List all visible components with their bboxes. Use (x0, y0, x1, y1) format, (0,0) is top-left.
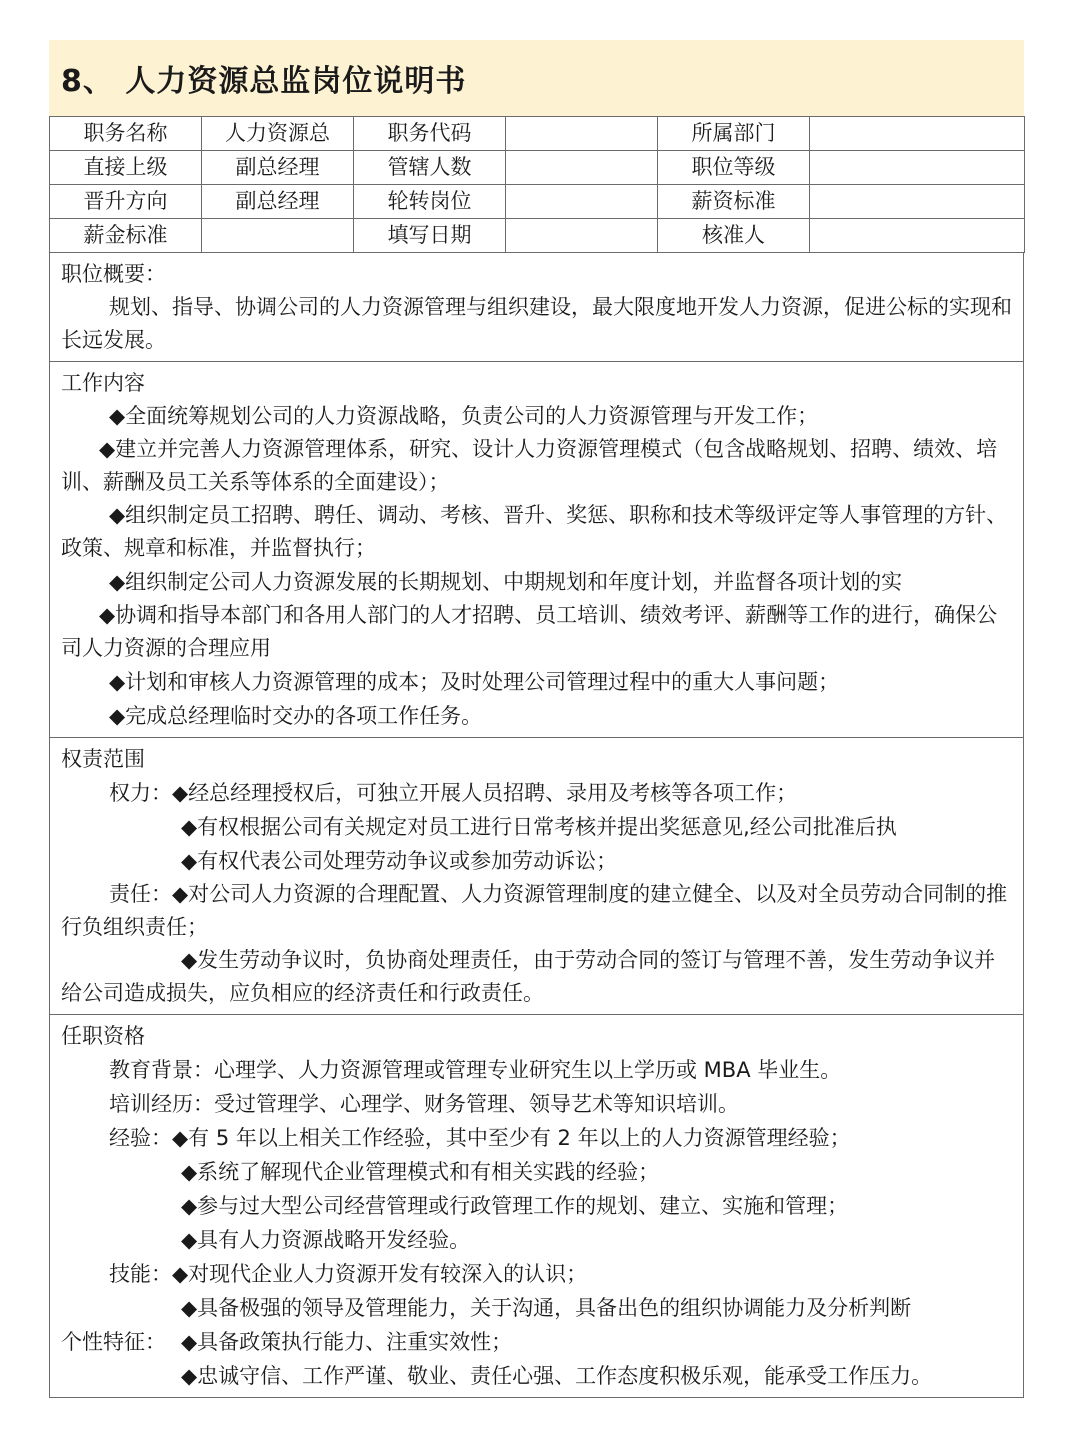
list-item: ◆计划和审核人力资源管理的成本；及时处理公司管理过程中的重大人事问题； (109, 670, 840, 694)
table-cell: 核准人 (658, 219, 810, 253)
personality-item (61, 1325, 1013, 1359)
list-item-text: ◆经总经理授权后，可独立开展人员招聘、录用及考核等各项工作； (172, 781, 798, 805)
list-item: ◆忠诚守信、工作严谨、敬业、责任心强、工作态度积极乐观，能承受工作压力。 (181, 1364, 933, 1388)
table-cell (506, 117, 658, 151)
authority-section (49, 738, 1024, 1015)
table-cell: 职位等级 (658, 151, 810, 185)
table-cell (810, 185, 1025, 219)
power-label: 权力： (109, 781, 172, 805)
list-item-text: ◆有 5 年以上相关工作经验，其中至少有 2 年以上的人力资源管理经验； (172, 1126, 851, 1150)
list-item: ◆参与过大型公司经营管理或行政管理工作的规划、建立、实施和管理； (181, 1194, 849, 1218)
table-cell: 薪资标准 (658, 185, 810, 219)
section-heading: 任职资格 (61, 1024, 145, 1048)
list-item: ◆具有人力资源战略开发经验。 (181, 1228, 471, 1252)
job-description-document (49, 40, 1024, 1398)
table-row (50, 219, 1025, 253)
table-cell: 所属部门 (658, 117, 810, 151)
table-cell: 晋升方向 (50, 185, 202, 219)
table-cell: 副总经理 (202, 185, 354, 219)
table-cell (810, 219, 1025, 253)
page-title: 8、 人力资源总监岗位说明书 (49, 40, 1024, 116)
table-cell (202, 219, 354, 253)
table-row (50, 185, 1025, 219)
list-item: ◆组织制定公司人力资源发展的长期规划、中期规划和年度计划，并监督各项计划的实 (109, 570, 903, 594)
job-info-table (49, 116, 1025, 253)
table-cell: 人力资源总 (202, 117, 354, 151)
power-item (61, 776, 1013, 810)
table-cell: 填写日期 (354, 219, 506, 253)
table-cell: 管辖人数 (354, 151, 506, 185)
table-cell: 薪金标准 (50, 219, 202, 253)
list-item-text: ◆具备政策执行能力、注重实效性； (181, 1330, 513, 1354)
table-cell (810, 151, 1025, 185)
table-row (50, 117, 1025, 151)
training-line: 培训经历：受过管理学、心理学、财务管理、领导艺术等知识培训。 (109, 1092, 739, 1116)
list-item: ◆有权代表公司处理劳动争议或参加劳动诉讼； (181, 849, 618, 873)
duty-label: 责任： (109, 882, 172, 906)
list-item: ◆有权根据公司有关规定对员工进行日常考核并提出奖惩意见,经公司批准后执 (181, 815, 897, 839)
work-content-section (49, 362, 1024, 738)
experience-label: 经验： (109, 1126, 172, 1150)
list-item: ◆组织制定员工招聘、聘任、调动、考核、晋升、奖惩、职称和技术等级评定等人事管理的方针、政策、规章和标准，并监督执行； (61, 503, 1008, 560)
section-heading: 权责范围 (61, 747, 145, 771)
list-item: ◆具备极强的领导及管理能力，关于沟通，具备出色的组织协调能力及分析判断 (181, 1296, 912, 1320)
list-item: ◆全面统筹规划公司的人力资源战略，负责公司的人力资源管理与开发工作； (109, 404, 819, 428)
list-item-text: ◆对公司人力资源的合理配置、人力资源管理制度的建立健全、以及对全员劳动合同制的推行负组织责任； (61, 882, 1008, 939)
table-cell (810, 117, 1025, 151)
overview-section (49, 253, 1024, 362)
table-cell (506, 151, 658, 185)
table-cell: 职务代码 (354, 117, 506, 151)
table-cell: 轮转岗位 (354, 185, 506, 219)
skills-item (61, 1257, 1013, 1291)
list-item: ◆完成总经理临时交办的各项工作任务。 (109, 704, 483, 728)
list-item-text: ◆对现代企业人力资源开发有较深入的认识； (172, 1262, 588, 1286)
education-line: 教育背景：心理学、人力资源管理或管理专业研究生以上学历或 MBA 毕业生。 (109, 1058, 842, 1082)
list-item: ◆协调和指导本部门和各用人部门的人才招聘、员工培训、绩效考评、薪酬等工作的进行，确保公司人力资源的合理应用 (61, 603, 998, 660)
duty-item (61, 878, 1013, 944)
section-heading: 职位概要： (61, 262, 166, 286)
table-row (50, 151, 1025, 185)
skills-label: 技能： (109, 1262, 172, 1286)
personality-label: 个性特征： (61, 1330, 166, 1354)
table-cell: 职务名称 (50, 117, 202, 151)
table-cell (506, 185, 658, 219)
table-cell: 副总经理 (202, 151, 354, 185)
table-cell (506, 219, 658, 253)
experience-item (61, 1121, 1013, 1155)
qualifications-section (49, 1015, 1024, 1398)
list-item: ◆发生劳动争议时，负协商处理责任，由于劳动合同的签订与管理不善，发生劳动争议并给公司造成损失，应负相应的经济责任和行政责任。 (61, 948, 996, 1005)
list-item: ◆系统了解现代企业管理模式和有相关实践的经验； (181, 1160, 660, 1184)
list-item: ◆建立并完善人力资源管理体系，研究、设计人力资源管理模式（包含战略规划、招聘、绩效、培训、薪酬及员工关系等体系的全面建设）； (61, 437, 998, 494)
table-cell: 直接上级 (50, 151, 202, 185)
overview-text: 规划、指导、协调公司的人力资源管理与组织建设，最大限度地开发人力资源，促进公标的实现和长远发展。 (61, 295, 1012, 352)
section-heading: 工作内容 (61, 371, 145, 395)
